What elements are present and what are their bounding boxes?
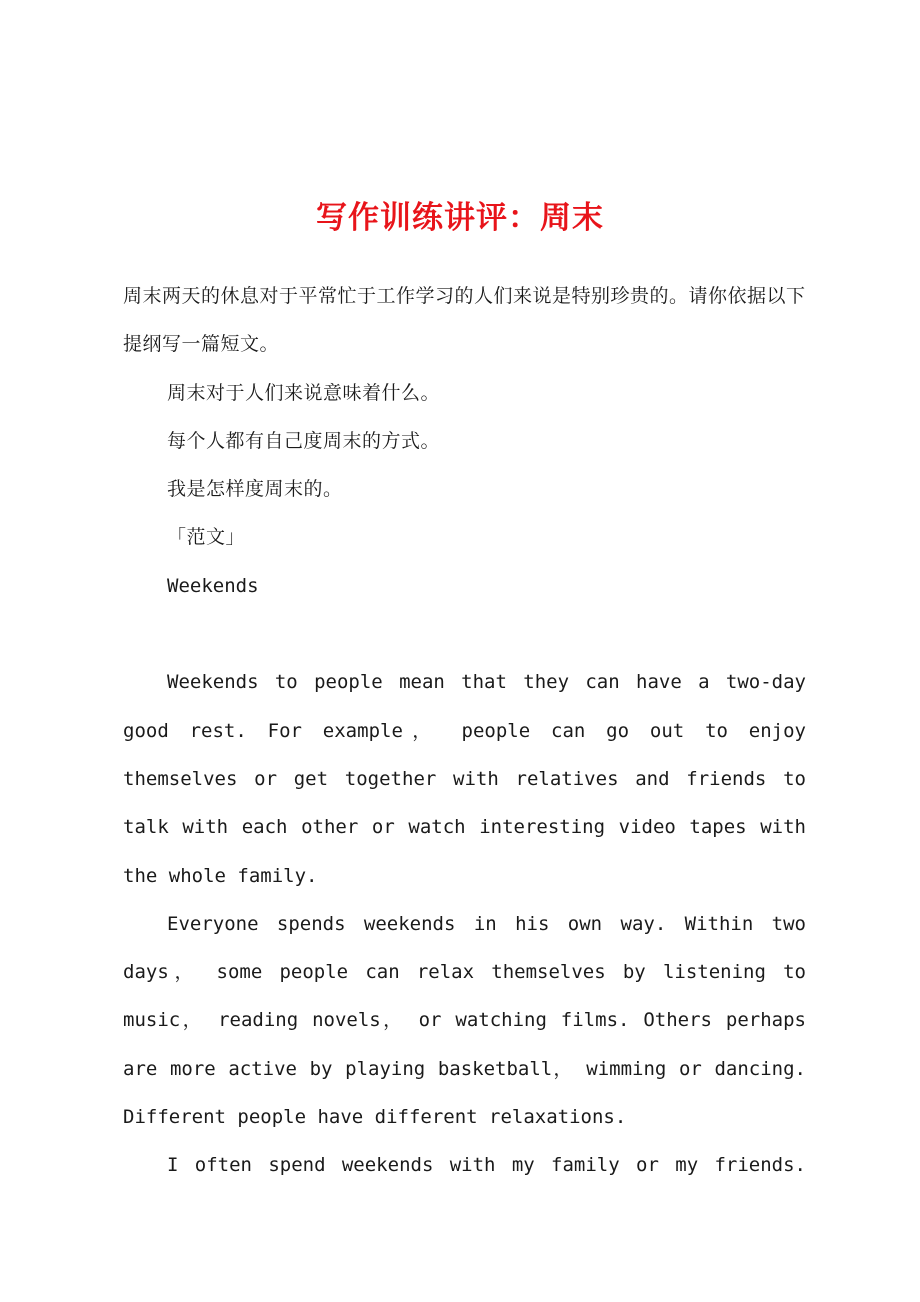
- sample-essay-label: 「范文」: [167, 526, 246, 549]
- blank-line: [123, 610, 806, 658]
- writing-prompt: 周末两天的休息对于平常忙于工作学习的人们来说是特别珍贵的。请你依据以下提纲写一篇短文。: [123, 285, 806, 356]
- essay-paragraph-1: Weekends to people mean that they can have a two-day good rest. For example， people can go out to enjoy themselves or get together with relatives and friends to talk with each other or watch interesting video tapes with the whole family.: [123, 671, 806, 887]
- essay-paragraph-3: I often spend weekends with my family or my friends.: [167, 1154, 806, 1177]
- outline-item-3: 我是怎样度周末的。: [167, 478, 343, 501]
- outline-item-2: 每个人都有自己度周末的方式。: [167, 429, 441, 452]
- essay-title: Weekends: [167, 574, 259, 597]
- essay-paragraph-2: Everyone spends weekends in his own way. Within two days， some people can relax themselves by listening to music， reading novels， or watching films. Others perhaps are more active by playing basketball， wimming or dancing. Different people have different relaxations.: [123, 912, 806, 1129]
- outline-item-1: 周末对于人们来说意味着什么。: [167, 381, 441, 404]
- document-body: [123, 272, 806, 1190]
- document-title: 写作训练讲评：周末: [316, 200, 604, 236]
